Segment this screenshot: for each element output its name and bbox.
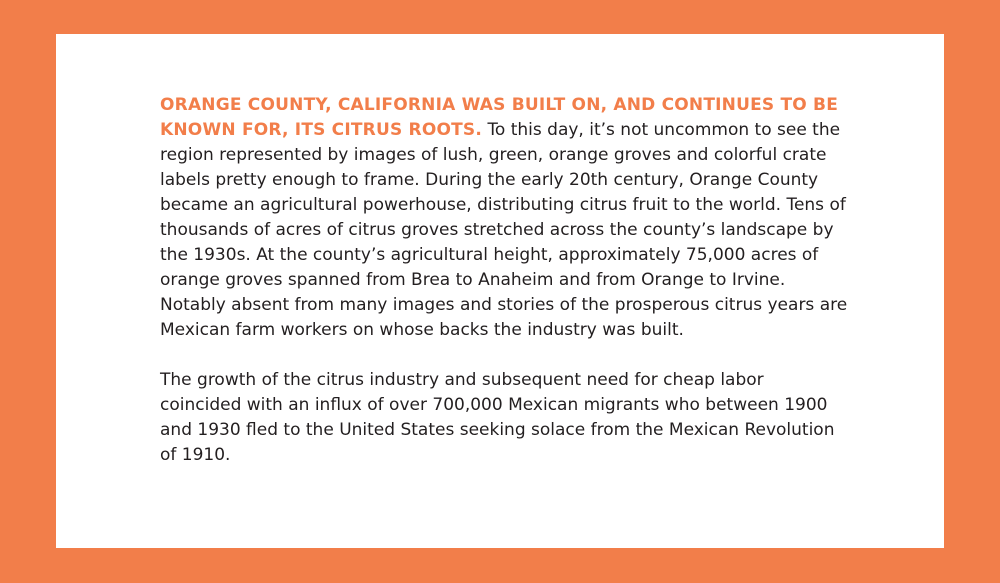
paragraph-1 — [160, 93, 850, 343]
paragraph-1-text: To this day, it’s not uncommon to see the region represented by images of lush, green, orange groves and colorful crate labels pretty enough to frame. During the early 20th century, Orange County became an agricultural powerhouse, distributing citrus fruit to the world. Tens of thousands of acres of citrus groves stretched across the county’s landscape by the 1930s. At the county’s agricultural height, approximately 75,000 acres of orange groves spanned from Brea to Anaheim and from Orange to Irvine. Notably absent from many images and stories of the prosperous citrus years are Mexican farm workers on whose backs the industry was built. — [160, 120, 848, 340]
lead-heading: ORANGE COUNTY, CALIFORNIA WAS BUILT ON, AND CONTINUES TO BE KNOWN FOR, ITS CITRUS ROOTS. — [160, 95, 839, 140]
content-card — [56, 34, 944, 548]
article-body — [160, 93, 850, 468]
paragraph-2: The growth of the citrus industry and subsequent need for cheap labor coincided with an influx of over 700,000 Mexican migrants who between 1900 and 1930 fled to the United States seeking solace from the Mexican Revolution of 1910. — [160, 370, 835, 465]
